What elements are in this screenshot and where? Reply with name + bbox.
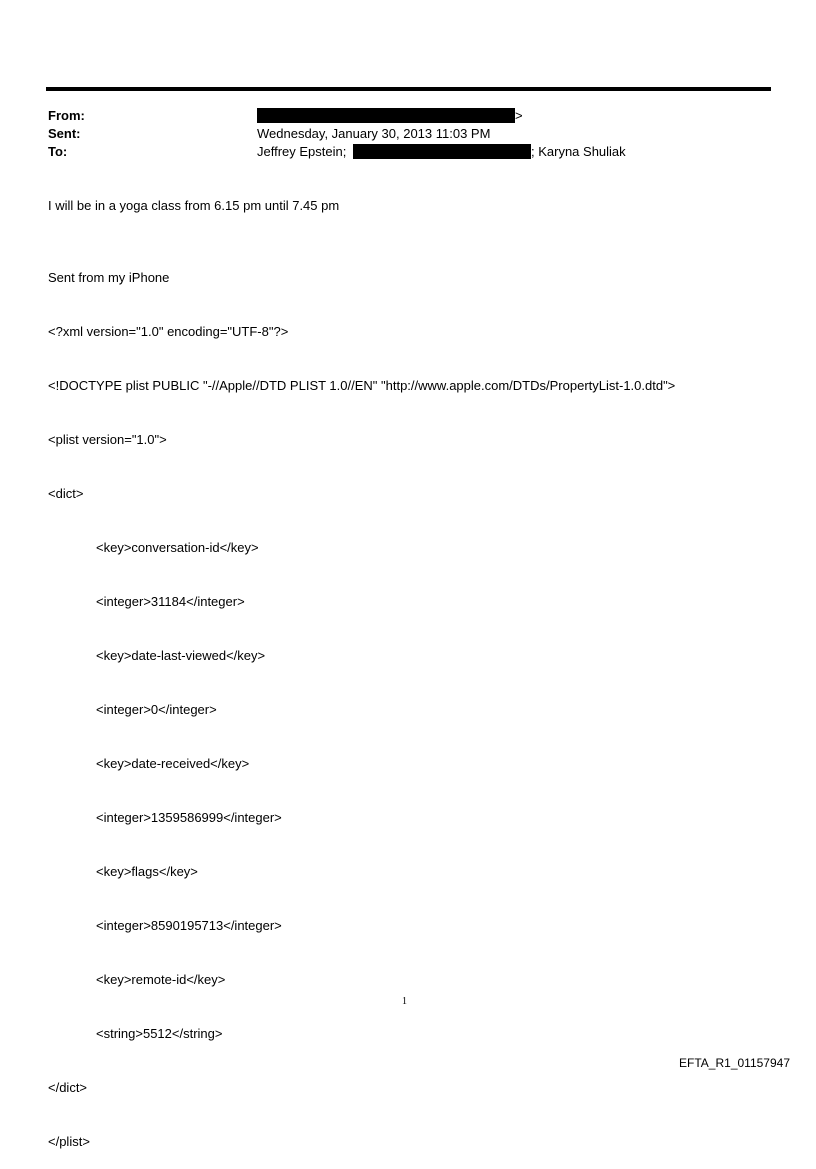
dict-line: <integer>0</integer>: [96, 702, 217, 717]
from-value: [257, 107, 523, 124]
message-body: [48, 233, 675, 1169]
xml-declaration: <?xml version="1.0" encoding="UTF-8"?>: [48, 324, 289, 339]
dict-line: <key>date-last-viewed</key>: [96, 648, 266, 663]
doctype-line: <!DOCTYPE plist PUBLIC "-//Apple//DTD PLIST 1.0//EN" "http://www.apple.com/DTDs/PropertyList-1.0.dtd">: [48, 378, 676, 393]
dict-line: <key>conversation-id</key>: [96, 540, 259, 555]
page-number: 1: [402, 996, 407, 1007]
signature: Sent from my iPhone: [48, 270, 170, 285]
from-label: From:: [48, 108, 85, 123]
dict-line: <string>5512</string>: [96, 1026, 223, 1041]
plist-close: </plist>: [48, 1134, 90, 1149]
header-rule: [46, 87, 771, 91]
dict-line: <integer>8590195713</integer>: [96, 918, 282, 933]
to-recipient-last: ; Karyna Shuliak: [531, 144, 626, 159]
from-suffix: >: [515, 108, 523, 123]
dict-line: <integer>1359586999</integer>: [96, 810, 282, 825]
sent-value: Wednesday, January 30, 2013 11:03 PM: [257, 126, 491, 141]
dict-open: <dict>: [48, 486, 84, 501]
dict-line: <key>remote-id</key>: [96, 972, 226, 987]
sent-label: Sent:: [48, 126, 81, 141]
dict-line: <key>date-received</key>: [96, 756, 250, 771]
redaction-bar: [353, 144, 531, 159]
redaction-bar: [257, 108, 515, 123]
to-recipient-first: Jeffrey Epstein;: [257, 144, 347, 159]
to-value: [257, 143, 626, 160]
document-id: EFTA_R1_01157947: [679, 1056, 790, 1070]
plist-open: <plist version="1.0">: [48, 432, 167, 447]
message-text: I will be in a yoga class from 6.15 pm until 7.45 pm: [48, 198, 340, 213]
dict-close: </dict>: [48, 1080, 88, 1095]
dict-line: <key>flags</key>: [96, 864, 198, 879]
dict-line: <integer>31184</integer>: [96, 594, 245, 609]
to-label: To:: [48, 144, 68, 159]
